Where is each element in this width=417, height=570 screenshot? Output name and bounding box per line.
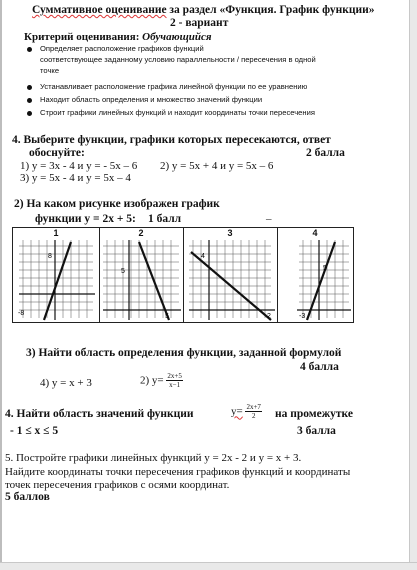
tick-label: 4	[201, 253, 205, 260]
graph-2-number: 2	[138, 228, 144, 238]
bullet-icon	[27, 47, 32, 52]
q4-option-2: 2) y = 5x + 4 и y = 5x – 6	[160, 160, 274, 172]
q5-line-1	[5, 452, 301, 464]
criterion-4: Строит графики линейных функций и находит координаты точки пересечения	[40, 108, 315, 117]
tick-label: -8	[18, 310, 25, 317]
q3-fraction	[166, 372, 182, 389]
graph-4	[277, 228, 353, 322]
q3-text: 3) Найти область определения функции, заданной формулой	[26, 347, 342, 359]
q4b-y-eq: y=	[231, 405, 243, 418]
title-part-1: Суммативное оценивание	[32, 4, 167, 16]
q3-option-2-prefix: 2) y=	[140, 374, 164, 387]
q4-line-2: обоснуйте:	[29, 147, 85, 159]
title-part-2: за раздел «Функция. График функции»	[166, 4, 375, 16]
q4-line-1: 4. Выберите функции, графики которых пересекаются, ответ	[12, 134, 331, 146]
graphs-table	[12, 227, 354, 323]
criteria-value: Обучающийся	[142, 31, 212, 43]
fraction-numerator: 2x+5	[167, 372, 182, 380]
tick-label: 5	[323, 265, 327, 272]
variant-label: 2 - вариант	[170, 17, 229, 29]
graph-cell-4	[277, 228, 353, 322]
q5-line-1-text: 5. Постройте графики линейных функций y = 2x - 2 и y = x + 3.	[5, 452, 302, 464]
bullet-icon	[27, 98, 32, 103]
q5-line-2: Найдите координаты точки пересечения графиков функций и координаты	[5, 466, 351, 478]
q4b-function	[231, 403, 262, 420]
criterion-1-line-2: соответствующее заданному условию параллельности / пересечения в одной	[40, 55, 316, 64]
graph-3	[183, 228, 277, 322]
tick-label: 2	[267, 313, 271, 320]
tick-label: 5	[165, 313, 169, 320]
tick-label: 8	[48, 253, 52, 260]
graph-cell-1	[13, 228, 100, 322]
q3-option-2	[140, 372, 183, 389]
q3-option-1: 4) y = x + 3	[40, 377, 92, 389]
criterion-1-line-3: точке	[40, 66, 60, 75]
scan-left-edge	[0, 0, 2, 569]
criteria-label: Критерий оценивания:	[24, 31, 140, 43]
fraction-numerator: 2x+7	[246, 403, 261, 411]
criterion-1-line-1: Определяет расположение графиков функций	[40, 44, 204, 53]
q2-line-1: 2) На каком рисунке изображен график	[14, 198, 220, 210]
graph-1	[13, 228, 99, 322]
q2-line-2: функции y = 2x + 5:	[35, 213, 136, 225]
criterion-3: Находит область определения и множество значений функции	[40, 95, 263, 104]
q4b-fraction	[245, 403, 261, 420]
q4-option-1: 1) y = 3x - 4 и y = - 5x – 6	[20, 160, 138, 172]
q3-points: 4 балла	[300, 361, 339, 373]
criteria-header	[24, 31, 212, 43]
bullet-icon	[27, 111, 32, 116]
q4b-points: 3 балла	[297, 425, 336, 437]
fraction-denominator: 2	[251, 412, 256, 420]
graph-2	[99, 228, 183, 322]
q2-points: 1 балл	[148, 213, 182, 225]
fraction-denominator: x−1	[169, 381, 181, 389]
q4b-suffix: на промежутке	[275, 408, 353, 420]
scan-right-margin	[409, 0, 417, 569]
q5-points: 5 баллов	[5, 491, 50, 503]
tick-label: -3	[299, 313, 306, 320]
bullet-icon	[27, 85, 32, 90]
tick-label: 5	[121, 268, 125, 275]
page-title	[32, 4, 374, 16]
q4-points: 2 балла	[306, 147, 345, 159]
graph-3-number: 3	[227, 228, 233, 238]
function-line	[139, 242, 169, 320]
q4-option-3: 3) y = 5x - 4 и y = 5x – 4	[20, 172, 131, 184]
criterion-2: Устанавливает расположение графика линейной функции по ее уравнению	[40, 82, 308, 91]
q2-dash: –	[266, 213, 272, 225]
graph-1-number: 1	[53, 228, 59, 238]
q5-line-3: точек пересечения графиков с осями координат.	[5, 479, 230, 491]
q4b-interval: - 1 ≤ x ≤ 5	[10, 425, 59, 437]
graph-cell-2	[99, 228, 184, 322]
graph-4-number: 4	[312, 228, 318, 238]
q4b-text: 4. Найти область значений функции	[5, 408, 194, 420]
graph-cell-3	[183, 228, 278, 322]
